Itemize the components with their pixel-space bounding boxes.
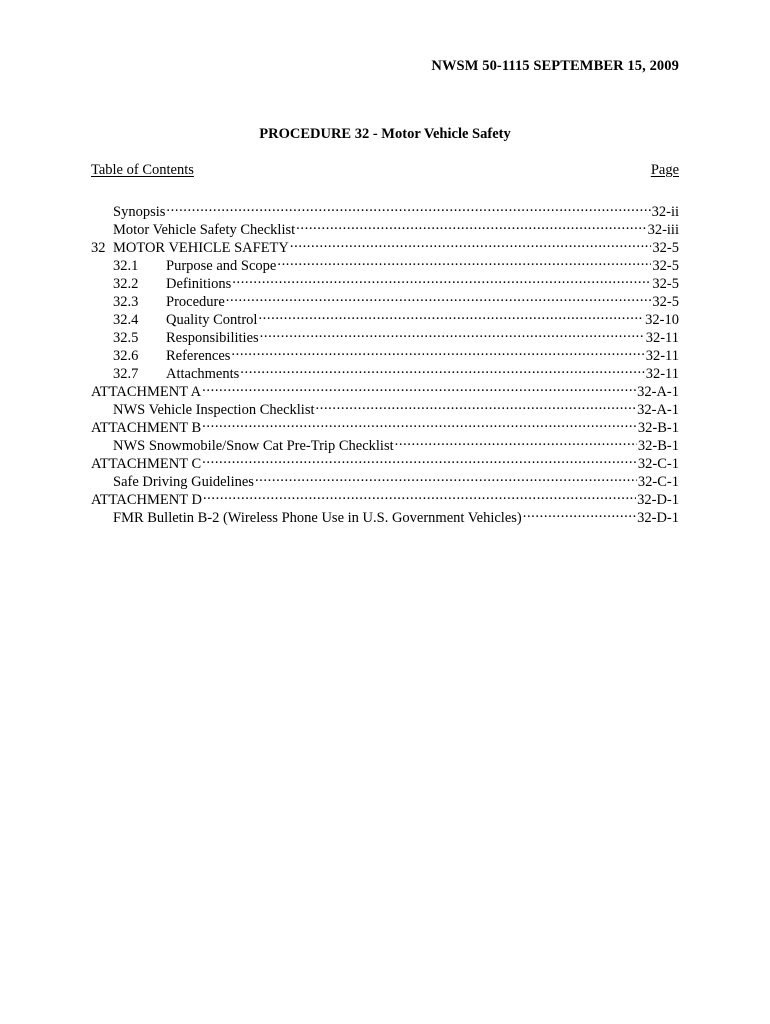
toc-entry-page: 32-iii: [647, 222, 679, 238]
toc-entry-label: ATTACHMENT A: [91, 384, 202, 400]
toc-entry-label: Purpose and Scope: [166, 258, 277, 274]
toc-dot-leader: [232, 270, 651, 288]
toc-entry-label: Quality Control: [166, 312, 258, 328]
toc-dot-leader: [395, 432, 637, 450]
toc-entry-page: 32-A-1: [637, 402, 679, 418]
toc-entry-label: Safe Driving Guidelines: [113, 474, 254, 490]
toc-entry-page: 32-D-1: [637, 492, 679, 508]
toc-entry-number: 32.5: [113, 330, 139, 346]
toc-dot-leader: [290, 234, 652, 252]
toc-entry-label: Definitions: [166, 276, 232, 292]
toc-entry-page: 32-5: [652, 240, 679, 256]
toc-dot-leader: [203, 486, 636, 504]
toc-entry-page: 32-C-1: [637, 474, 679, 490]
toc-heading-row: [91, 162, 679, 179]
toc-entry-number: 32.2: [113, 276, 139, 292]
toc-entry-page: 32-11: [645, 366, 679, 382]
toc-entry-label: ATTACHMENT C: [91, 456, 202, 472]
toc-entry-label: FMR Bulletin B-2 (Wireless Phone Use in U.S. Government Vehicles): [113, 510, 522, 526]
toc-entry-page: 32-C-1: [637, 456, 679, 472]
toc-entry-page: 32-5: [652, 294, 679, 310]
table-of-contents: [91, 198, 679, 526]
toc-heading-label: Table of Contents: [91, 162, 194, 178]
toc-dot-leader: [316, 396, 637, 414]
toc-entry-page: 32-B-1: [637, 420, 679, 436]
toc-entry-number: 32.4: [113, 312, 139, 328]
toc-dot-leader: [258, 306, 644, 324]
toc-dot-leader: [231, 342, 644, 360]
toc-entry-page: 32-5: [652, 276, 679, 292]
toc-entry[interactable]: [91, 198, 679, 220]
toc-entry-page: 32-10: [645, 312, 679, 328]
toc-entry-label: Responsibilities: [166, 330, 259, 346]
toc-dot-leader: [202, 378, 636, 396]
toc-dot-leader: [202, 450, 637, 468]
toc-dot-leader: [226, 288, 652, 306]
toc-entry-page: 32-A-1: [637, 384, 679, 400]
toc-entry-number: 32.7: [113, 366, 139, 382]
toc-dot-leader: [255, 468, 637, 486]
toc-entry-number: 32.1: [113, 258, 139, 274]
toc-entry-page: 32-D-1: [637, 510, 679, 526]
toc-entry-label: References: [166, 348, 231, 364]
toc-entry-label: ATTACHMENT D: [91, 492, 202, 508]
toc-dot-leader: [202, 414, 637, 432]
toc-entry-label: NWS Vehicle Inspection Checklist: [113, 402, 315, 418]
toc-entry-page: 32-B-1: [637, 438, 679, 454]
toc-entry-number: 32: [91, 240, 106, 256]
toc-entry-number: 32.6: [113, 348, 139, 364]
toc-entry-label: NWS Snowmobile/Snow Cat Pre-Trip Checklist: [113, 438, 394, 454]
document-header: NWSM 50-1115 SEPTEMBER 15, 2009: [431, 58, 679, 74]
toc-entry-label: MOTOR VEHICLE SAFETY: [113, 240, 289, 256]
toc-entry[interactable]: [91, 216, 679, 238]
toc-entry-label: Attachments: [166, 366, 240, 382]
toc-entry-label: Motor Vehicle Safety Checklist: [113, 222, 296, 238]
procedure-title: PROCEDURE 32 - Motor Vehicle Safety: [259, 126, 511, 142]
toc-dot-leader: [166, 198, 650, 216]
toc-entry-page: 32-11: [645, 348, 679, 364]
toc-dot-leader: [240, 360, 644, 378]
toc-dot-leader: [260, 324, 645, 342]
toc-entry-page: 32-ii: [651, 204, 679, 220]
toc-entry-page: 32-5: [652, 258, 679, 274]
toc-entry-label: Procedure: [166, 294, 225, 310]
toc-dot-leader: [296, 216, 646, 234]
toc-dot-leader: [277, 252, 651, 270]
toc-entry-label: Synopsis: [113, 204, 166, 220]
toc-entry-label: ATTACHMENT B: [91, 420, 202, 436]
toc-entry-number: 32.3: [113, 294, 139, 310]
toc-entry-page: 32-11: [645, 330, 679, 346]
toc-page-heading: Page: [650, 162, 679, 178]
toc-dot-leader: [523, 504, 636, 522]
